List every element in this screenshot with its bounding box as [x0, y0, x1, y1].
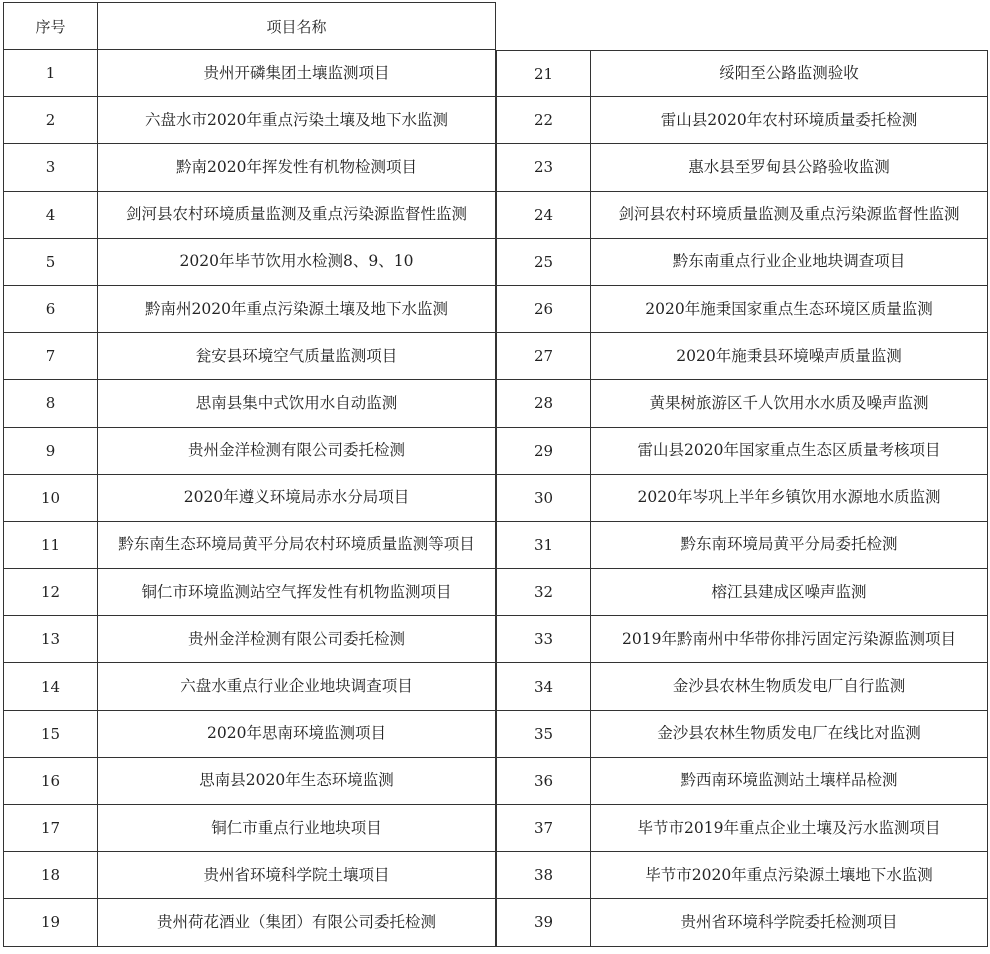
- table-row: [3, 192, 988, 239]
- table-row: [3, 522, 988, 569]
- project-name-right: 黔东南环境局黄平分局委托检测: [591, 522, 988, 569]
- project-name-right: 剑河县农村环境质量监测及重点污染源监督性监测: [591, 192, 988, 239]
- row-number-right: 27: [496, 333, 591, 380]
- project-name-right: 金沙县农林生物质发电厂自行监测: [591, 663, 988, 710]
- row-number-right: 33: [496, 616, 591, 663]
- project-name-right: 2020年施秉县环境噪声质量监测: [591, 333, 988, 380]
- row-number-right: 23: [496, 144, 591, 191]
- project-name-right: 金沙县农林生物质发电厂在线比对监测: [591, 711, 988, 758]
- row-number-left: 3: [3, 144, 98, 191]
- table-row: [3, 97, 988, 144]
- row-number-left: 10: [3, 475, 98, 522]
- table-row: [3, 663, 988, 710]
- table-row: [3, 380, 988, 427]
- table-row: [3, 569, 988, 616]
- row-number-left: 19: [3, 899, 98, 946]
- row-number-right: 26: [496, 286, 591, 333]
- table-row: [3, 239, 988, 286]
- row-number-left: 5: [3, 239, 98, 286]
- project-name-left: 铜仁市环境监测站空气挥发性有机物监测项目: [98, 569, 496, 616]
- project-name-right: 惠水县至罗甸县公路验收监测: [591, 144, 988, 191]
- table-row: [3, 286, 988, 333]
- project-name-right: 黔东南重点行业企业地块调查项目: [591, 239, 988, 286]
- row-number-left: 9: [3, 428, 98, 475]
- project-name-left: 黔东南生态环境局黄平分局农村环境质量监测等项目: [98, 522, 496, 569]
- table-row: [3, 144, 988, 191]
- table-row: [3, 711, 988, 758]
- project-name-right: 2020年施秉国家重点生态环境区质量监测: [591, 286, 988, 333]
- row-number-left: 11: [3, 522, 98, 569]
- row-number-right: 34: [496, 663, 591, 710]
- project-name-left: 2020年毕节饮用水检测8、9、10: [98, 239, 496, 286]
- row-number-right: 38: [496, 852, 591, 899]
- table-row: [3, 428, 988, 475]
- row-number-right: 37: [496, 805, 591, 852]
- table-header: [3, 2, 496, 50]
- project-name-left: 瓮安县环境空气质量监测项目: [98, 333, 496, 380]
- row-number-left: 4: [3, 192, 98, 239]
- row-number-right: 36: [496, 758, 591, 805]
- project-name-left: 思南县2020年生态环境监测: [98, 758, 496, 805]
- row-number-left: 17: [3, 805, 98, 852]
- row-number-left: 14: [3, 663, 98, 710]
- row-number-right: 21: [496, 50, 591, 97]
- header-project-name: 项目名称: [98, 2, 496, 50]
- project-name-right: 贵州省环境科学院委托检测项目: [591, 899, 988, 946]
- row-number-right: 25: [496, 239, 591, 286]
- row-number-left: 16: [3, 758, 98, 805]
- project-name-right: 毕节市2020年重点污染源土壤地下水监测: [591, 852, 988, 899]
- row-number-right: 31: [496, 522, 591, 569]
- row-number-left: 13: [3, 616, 98, 663]
- row-number-right: 32: [496, 569, 591, 616]
- project-name-right: 2020年岑巩上半年乡镇饮用水源地水质监测: [591, 475, 988, 522]
- project-name-left: 贵州开磷集团土壤监测项目: [98, 50, 496, 97]
- project-name-right: 榕江县建成区噪声监测: [591, 569, 988, 616]
- project-name-left: 铜仁市重点行业地块项目: [98, 805, 496, 852]
- project-name-right: 绥阳至公路监测验收: [591, 50, 988, 97]
- project-name-right: 黔西南环境监测站土壤样品检测: [591, 758, 988, 805]
- project-name-left: 贵州金洋检测有限公司委托检测: [98, 616, 496, 663]
- project-name-left: 黔南2020年挥发性有机物检测项目: [98, 144, 496, 191]
- row-number-left: 1: [3, 50, 98, 97]
- row-number-right: 35: [496, 711, 591, 758]
- table-row: [3, 616, 988, 663]
- row-number-left: 2: [3, 97, 98, 144]
- table-row: [3, 852, 988, 899]
- row-number-right: 29: [496, 428, 591, 475]
- row-number-left: 15: [3, 711, 98, 758]
- project-name-left: 贵州荷花酒业（集团）有限公司委托检测: [98, 899, 496, 946]
- row-number-left: 6: [3, 286, 98, 333]
- project-name-right: 雷山县2020年国家重点生态区质量考核项目: [591, 428, 988, 475]
- row-number-left: 12: [3, 569, 98, 616]
- table-row: [3, 758, 988, 805]
- header-serial-number: 序号: [3, 2, 98, 50]
- project-name-left: 2020年遵义环境局赤水分局项目: [98, 475, 496, 522]
- table-row: [3, 899, 988, 946]
- project-name-right: 毕节市2019年重点企业土壤及污水监测项目: [591, 805, 988, 852]
- project-name-left: 六盘水重点行业企业地块调查项目: [98, 663, 496, 710]
- row-number-right: 39: [496, 899, 591, 946]
- table-row: [3, 805, 988, 852]
- project-name-left: 黔南州2020年重点污染源土壤及地下水监测: [98, 286, 496, 333]
- row-number-right: 30: [496, 475, 591, 522]
- row-number-left: 8: [3, 380, 98, 427]
- row-number-right: 24: [496, 192, 591, 239]
- project-name-left: 剑河县农村环境质量监测及重点污染源监督性监测: [98, 192, 496, 239]
- project-name-right: 黄果树旅游区千人饮用水水质及噪声监测: [591, 380, 988, 427]
- project-name-right: 2019年黔南州中华带你排污固定污染源监测项目: [591, 616, 988, 663]
- table-row: [3, 50, 988, 97]
- row-number-right: 22: [496, 97, 591, 144]
- row-number-left: 18: [3, 852, 98, 899]
- table-row: [3, 333, 988, 380]
- project-name-right: 雷山县2020年农村环境质量委托检测: [591, 97, 988, 144]
- project-name-left: 贵州金洋检测有限公司委托检测: [98, 428, 496, 475]
- project-name-left: 六盘水市2020年重点污染土壤及地下水监测: [98, 97, 496, 144]
- project-table: [3, 50, 988, 947]
- row-number-right: 28: [496, 380, 591, 427]
- project-name-left: 贵州省环境科学院土壤项目: [98, 852, 496, 899]
- row-number-left: 7: [3, 333, 98, 380]
- table-row: [3, 475, 988, 522]
- project-name-left: 2020年思南环境监测项目: [98, 711, 496, 758]
- project-name-left: 思南县集中式饮用水自动监测: [98, 380, 496, 427]
